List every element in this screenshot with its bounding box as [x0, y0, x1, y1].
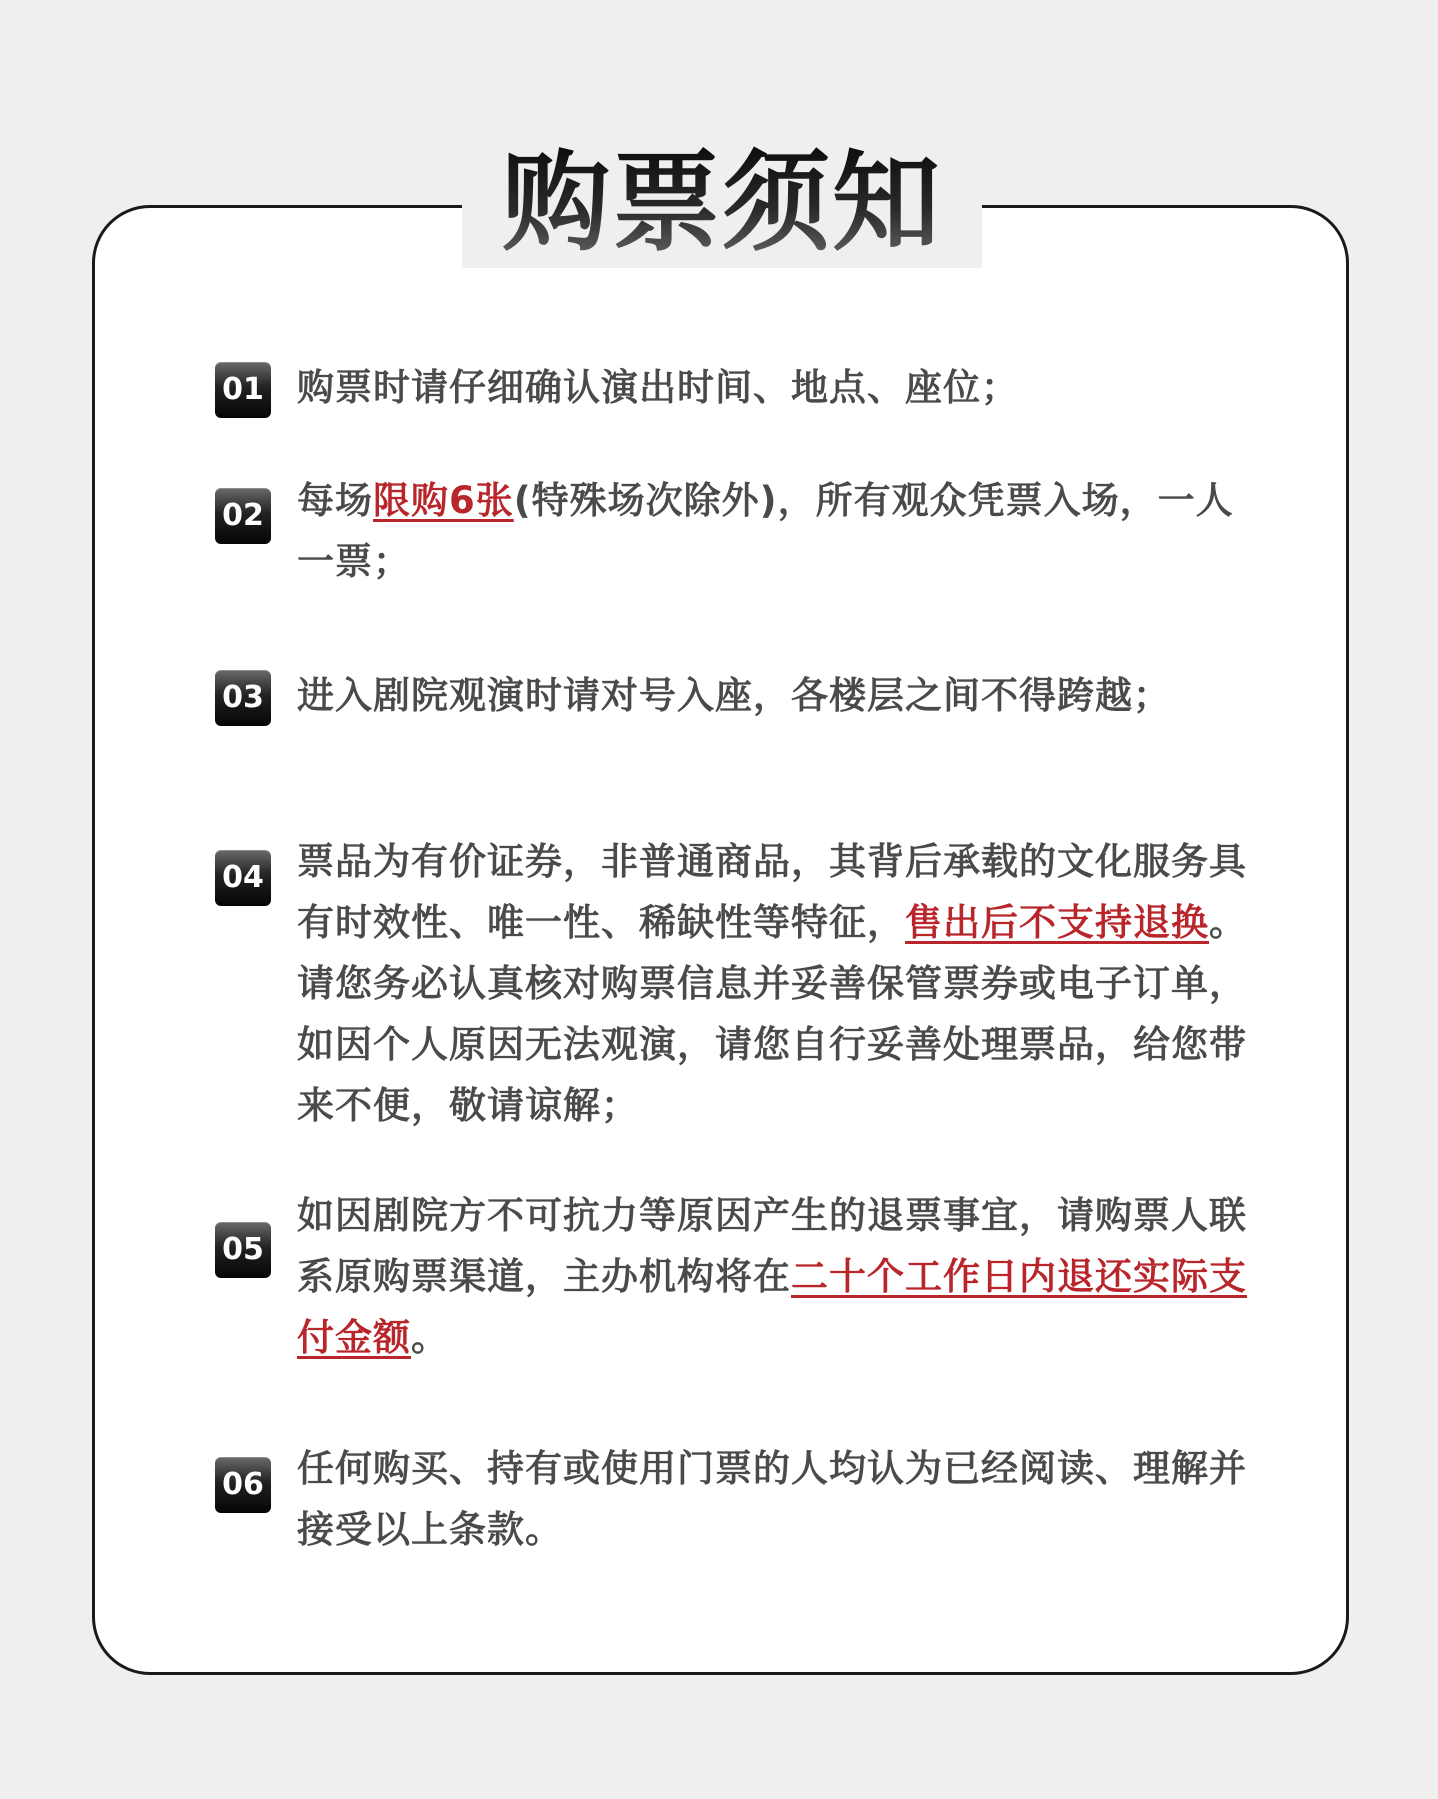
text-segment: 购票时请仔细确认演出时间、地点、座位；: [297, 366, 1019, 409]
text-segment: (特殊场次除外)，所有观众凭票入场，一人一票；: [297, 479, 1234, 583]
text-segment: 任何购买、持有或使用门票的人均认为已经阅读、理解并接受以上条款。: [297, 1447, 1247, 1551]
item-number-badge: 02: [215, 488, 271, 544]
item-number-badge: 03: [215, 670, 271, 726]
item-text: [297, 470, 1247, 592]
text-segment: 。: [411, 1316, 449, 1359]
highlight-text: 限购6张: [373, 479, 514, 522]
text-segment: 。请您务必认真核对购票信息并妥善保管票券或电子订单，如因个人原因无法观演，请您自行妥善处理票品，给您带来不便，敬请谅解；: [297, 901, 1247, 1127]
item-number-badge: 05: [215, 1222, 271, 1278]
item-text: [297, 665, 1247, 726]
item-text: [297, 357, 1247, 418]
page-title: 购票须知: [501, 140, 942, 266]
highlight-text: 售出后不支持退换: [905, 901, 1209, 944]
item-number-badge: 04: [215, 850, 271, 906]
text-segment: 进入剧院观演时请对号入座，各楼层之间不得跨越；: [297, 674, 1171, 717]
title-container: [462, 138, 982, 268]
item-text: [297, 1185, 1247, 1368]
item-text: [297, 831, 1247, 1136]
item-number-badge: 06: [215, 1457, 271, 1513]
text-segment: 如因剧院方不可抗力等原因产生的退票事宜，请购票人联系原购票渠道，主办机构将在: [297, 1194, 1247, 1298]
item-text: [297, 1438, 1247, 1560]
text-segment: 每场: [297, 479, 373, 522]
item-number-badge: 01: [215, 362, 271, 418]
highlight-text: 二十个工作日内退还实际支付金额: [297, 1255, 1247, 1359]
text-segment: 票品为有价证券，非普通商品，其背后承载的文化服务具有时效性、唯一性、稀缺性等特征，: [297, 840, 1247, 944]
